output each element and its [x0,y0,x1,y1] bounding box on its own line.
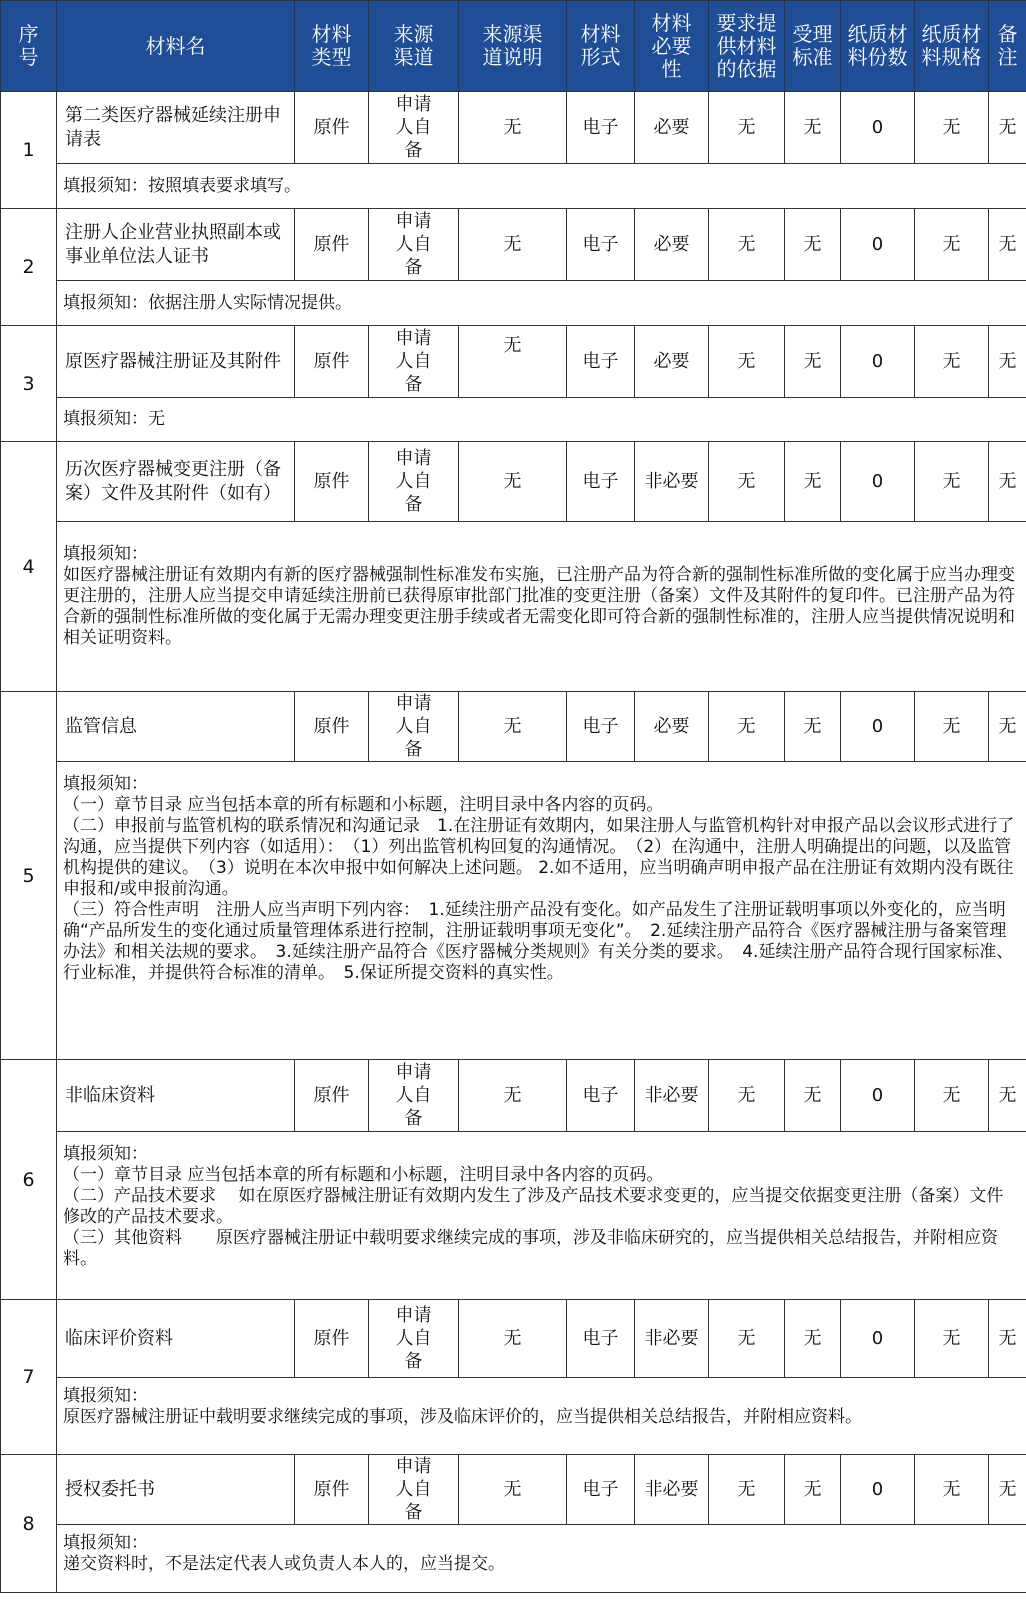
fill-note-body: 递交资料时，不是法定代表人或负责人本人的，应当提交。 [63,1554,505,1574]
header-paper-count: 纸质材料份数 [841,1,915,92]
fill-note-title: 填报须知： [63,774,148,794]
fill-note [57,1132,1026,1300]
fill-note [57,398,1026,442]
note-row [1,281,1026,326]
row-seq: 1 [1,92,57,209]
material-remark: 无 [989,1455,1026,1525]
fill-note-title: 填报须知： [63,1533,148,1553]
material-paper-spec: 无 [915,692,989,762]
fill-note-body: （一）章节目录 应当包括本章的所有标题和小标题，注明目录中各内容的页码。 （二）产品技术要求 如在原医疗器械注册证有效期内发生了涉及产品技术要求变更的，应当提交依据变更注册（备案）文件修改的产品技术要求。 （三）其他资料 原医疗器械注册证中载明要求继续完成的事项，涉及非临床研究的，应当提供相关总结报告，并附相应资料。 [63,1165,1004,1269]
note-row [1,1132,1026,1300]
row-seq: 6 [1,1060,57,1300]
material-standard: 无 [785,1455,841,1525]
material-source-desc: 无 [459,692,567,762]
material-paper-spec: 无 [915,1300,989,1378]
header-name: 材料名 [57,1,295,92]
material-basis: 无 [709,442,785,522]
fill-note-body: 原医疗器械注册证中载明要求继续完成的事项，涉及临床评价的，应当提供相关总结报告，并附相应资料。 [63,1407,862,1427]
material-standard: 无 [785,326,841,398]
material-name: 注册人企业营业执照副本或事业单位法人证书 [57,209,295,281]
row-seq: 2 [1,209,57,326]
header-row [1,1,1026,92]
material-type: 原件 [295,92,369,164]
material-standard: 无 [785,209,841,281]
material-basis: 无 [709,1455,785,1525]
material-type: 原件 [295,1300,369,1378]
material-name: 监管信息 [57,692,295,762]
material-form: 电子 [567,326,635,398]
row-seq: 3 [1,326,57,442]
fill-note-title: 填报须知：依据注册人实际情况提供。 [63,292,352,313]
material-source: 申请人自备 [369,442,459,522]
material-required: 非必要 [635,1455,709,1525]
material-basis: 无 [709,692,785,762]
material-name: 原医疗器械注册证及其附件 [57,326,295,398]
material-type: 原件 [295,326,369,398]
material-source-desc: 无 [459,1455,567,1525]
fill-note-body: 如医疗器械注册证有效期内有新的医疗器械强制性标准发布实施，已注册产品为符合新的强制性标准所做的变化属于应当办理变更注册的，注册人应当提交申请延续注册前已获得原审批部门批准的变更注册（备案）文件及其附件的复印件。已注册产品为符合新的强制性标准所做的变化属于无需办理变更注册手续或者无需变化即可符合新的强制性标准的，注册人应当提供情况说明和相关证明资料。 [63,565,1015,648]
material-paper-spec: 无 [915,209,989,281]
fill-note-title: 填报须知： [63,544,148,564]
material-paper-spec: 无 [915,92,989,164]
material-row [1,326,1026,398]
material-source-desc: 无 [459,92,567,164]
note-row [1,164,1026,209]
note-row [1,762,1026,1060]
material-standard: 无 [785,442,841,522]
material-remark: 无 [989,692,1026,762]
material-remark: 无 [989,209,1026,281]
header-remark: 备注 [989,1,1026,92]
material-source-desc: 无 [459,1300,567,1378]
header-paper-spec: 纸质材料规格 [915,1,989,92]
material-standard: 无 [785,92,841,164]
material-row [1,1455,1026,1525]
material-name: 第二类医疗器械延续注册申请表 [57,92,295,164]
material-basis: 无 [709,1060,785,1132]
material-basis: 无 [709,92,785,164]
material-source-desc: 无 [459,209,567,281]
note-row [1,398,1026,442]
material-type: 原件 [295,442,369,522]
material-name: 历次医疗器械变更注册（备案）文件及其附件（如有） [57,442,295,522]
material-name: 授权委托书 [57,1455,295,1525]
material-remark: 无 [989,1300,1026,1378]
row-seq: 8 [1,1455,57,1593]
header-seq: 序号 [1,1,57,92]
material-required: 非必要 [635,1300,709,1378]
header-type: 材料类型 [295,1,369,92]
material-paper-spec: 无 [915,1455,989,1525]
material-row [1,692,1026,762]
fill-note-title: 填报须知： [63,1144,148,1164]
material-row [1,1300,1026,1378]
material-standard: 无 [785,692,841,762]
material-type: 原件 [295,692,369,762]
fill-note [57,522,1026,692]
fill-note [57,1525,1026,1593]
material-form: 电子 [567,442,635,522]
material-source-desc: 无 [459,326,567,398]
material-required: 必要 [635,692,709,762]
material-paper-spec: 无 [915,326,989,398]
material-name: 非临床资料 [57,1060,295,1132]
material-remark: 无 [989,326,1026,398]
material-source: 申请人自备 [369,1060,459,1132]
header-required: 材料必要性 [635,1,709,92]
material-row [1,209,1026,281]
header-basis: 要求提供材料的依据 [709,1,785,92]
material-paper-spec: 无 [915,442,989,522]
header-standard: 受理标准 [785,1,841,92]
material-form: 电子 [567,1300,635,1378]
material-form: 电子 [567,1060,635,1132]
material-row [1,92,1026,164]
material-remark: 无 [989,442,1026,522]
material-source: 申请人自备 [369,1455,459,1525]
material-paper-count: 0 [841,1060,915,1132]
fill-note-body: （一）章节目录 应当包括本章的所有标题和小标题，注明目录中各内容的页码。 （二）申报前与监管机构的联系情况和沟通记录 1.在注册证有效期内，如果注册人与监管机构针对申报产品以会议形式进行了沟通，应当提供下列内容（如适用）： （1）列出监管机构回复的沟通情况。 （2）在沟通中，注册人明确提出的问题，以及监管机构提供的建议。 （3）说明在本次申报中如何解决上述问题。 2.如不适用，应当明确声明申报产品在注册证有效期内没有既往申报和/或申报前沟通。 （三）符合性声明 注册人应当声明下列内容： 1.延续注册产品没有变化。如产品发生了注册证载明事项以外变化的，应当明确“产品所发生的变化通过质量管理体系进行控制，注册证载明事项无变化”。 2.延续注册产品符合《医疗器械注册与备案管理办法》和相关法规的要求。 3.延续注册产品符合《医疗器械分类规则》有关分类的要求。 4.延续注册产品符合现行国家标准、行业标准，并提供符合标准的清单。 5.保证所提交资料的真实性。 [63,795,1015,983]
material-paper-spec: 无 [915,1060,989,1132]
material-source-desc: 无 [459,442,567,522]
material-paper-count: 0 [841,326,915,398]
material-required: 非必要 [635,442,709,522]
material-source: 申请人自备 [369,692,459,762]
header-source: 来源渠道 [369,1,459,92]
material-standard: 无 [785,1060,841,1132]
material-basis: 无 [709,326,785,398]
material-row [1,442,1026,522]
material-source: 申请人自备 [369,92,459,164]
material-remark: 无 [989,1060,1026,1132]
material-paper-count: 0 [841,442,915,522]
material-source: 申请人自备 [369,209,459,281]
fill-note-title: 填报须知：无 [63,409,165,429]
material-required: 必要 [635,92,709,164]
material-source-desc: 无 [459,1060,567,1132]
material-form: 电子 [567,1455,635,1525]
material-name: 临床评价资料 [57,1300,295,1378]
material-form: 电子 [567,209,635,281]
material-standard: 无 [785,1300,841,1378]
material-remark: 无 [989,92,1026,164]
material-basis: 无 [709,209,785,281]
material-required: 必要 [635,326,709,398]
row-seq: 4 [1,442,57,692]
material-form: 电子 [567,692,635,762]
fill-note-title: 填报须知：按照填表要求填写。 [63,175,301,196]
material-row [1,1060,1026,1132]
header-form: 材料形式 [567,1,635,92]
material-paper-count: 0 [841,692,915,762]
material-paper-count: 0 [841,92,915,164]
note-row [1,1525,1026,1593]
material-paper-count: 0 [841,1455,915,1525]
material-paper-count: 0 [841,1300,915,1378]
material-type: 原件 [295,1060,369,1132]
material-required: 非必要 [635,1060,709,1132]
material-type: 原件 [295,209,369,281]
material-required: 必要 [635,209,709,281]
header-source-desc: 来源渠道说明 [459,1,567,92]
note-row [1,522,1026,692]
row-seq: 5 [1,692,57,1060]
material-source: 申请人自备 [369,1300,459,1378]
fill-note [57,1378,1026,1455]
material-source: 申请人自备 [369,326,459,398]
material-basis: 无 [709,1300,785,1378]
fill-note [57,281,1026,326]
material-type: 原件 [295,1455,369,1525]
fill-note-title: 填报须知： [63,1386,148,1406]
fill-note [57,164,1026,209]
note-row [1,1378,1026,1455]
material-form: 电子 [567,92,635,164]
fill-note [57,762,1026,1060]
row-seq: 7 [1,1300,57,1455]
material-paper-count: 0 [841,209,915,281]
